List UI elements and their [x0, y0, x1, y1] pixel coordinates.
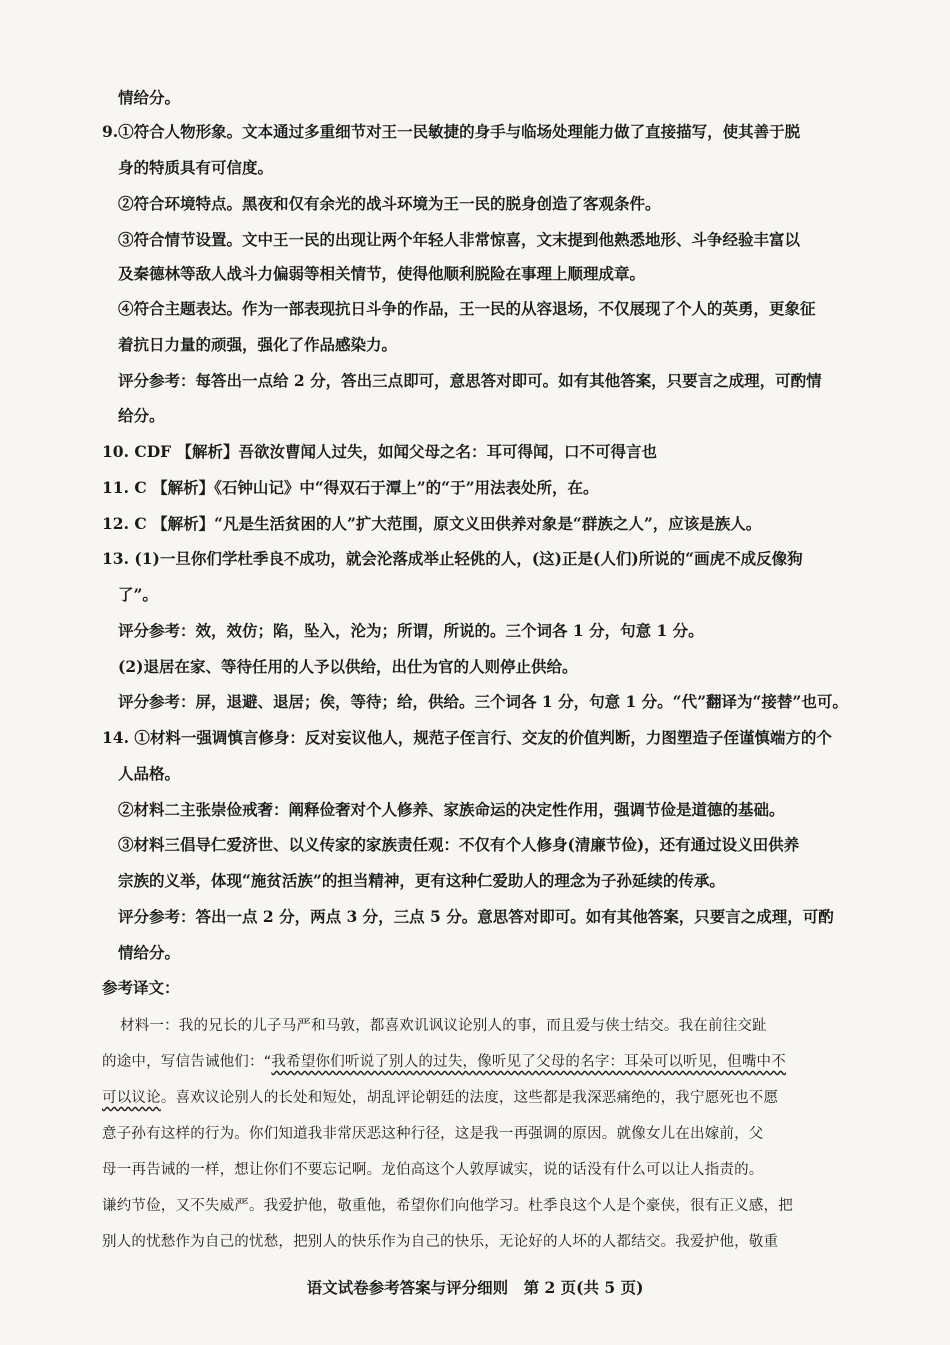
- text-line: ②符合环境特点。黑夜和仅有余光的战斗环境为王一民的脱身创造了客观条件。: [118, 194, 661, 213]
- answer-12-line: 12. C 【解析】“凡是生活贫困的人”扩大范围，原文义田供养对象是“群族之人”，应该是族人。: [102, 514, 762, 533]
- translation-line: 别人的忧愁作为自己的忧愁，把别人的快乐作为自己的快乐，无论好的人坏的人都结交。我爱护他，敬重: [102, 1234, 779, 1250]
- translation-line: 谦约节俭，又不失威严。我爱护他，敬重他，希望你们向他学习。杜季良这个人是个豪侠，很有正义感，把: [102, 1198, 793, 1214]
- text-line: ④符合主题表达。作为一部表现抗日斗争的作品，王一民的从容退场，不仅展现了个人的英勇，更象征: [118, 299, 816, 318]
- answer-13-line: 13. (1)一旦你们学杜季良不成功，就会沦落成举止轻佻的人，(这)正是(人们)所说的“画虎不成反像狗: [102, 549, 803, 568]
- answer-14-line: 14. ①材料一强调慎言修身：反对妄议他人，规范子侄言行、交友的价值判断，力图塑造子侄谨慎端方的个: [102, 728, 832, 747]
- page-footer: 语文试卷参考答案与评分细则 第 2 页(共 5 页): [306, 1278, 644, 1297]
- answer-10-line: 10. CDF 【解析】吾欲汝曹闻人过失，如闻父母之名：耳可得闻，口不可得言也: [102, 442, 658, 461]
- text-line: 人品格。: [118, 764, 181, 783]
- text-line: 身的特质具有可信度。: [118, 158, 274, 177]
- wavy-underlined-quote: 我希望你们听说了别人的过失，像听见了父母的名字：耳朵可以听见，但嘴中不: [271, 1054, 786, 1070]
- translation-line: 材料一：我的兄长的儿子马严和马敦，都喜欢讥讽议论别人的事，而且爱与侠士结交。我在前往交趾: [120, 1018, 767, 1034]
- scoring-note: 评分参考：每答出一点给 2 分，答出三点即可，意思答对即可。如有其他答案，只要言之成理，可酌情: [118, 371, 822, 390]
- text-line: ③材料三倡导仁爱济世、以义传家的家族责任观：不仅有个人修身(清廉节俭)，还有通过设义田供养: [118, 835, 800, 854]
- translation-line: 的途中，写信告诫他们：“我希望你们听说了别人的过失，像听见了父母的名字：耳朵可以听见，但嘴中不: [102, 1054, 786, 1070]
- text-line: ③符合情节设置。文中王一民的出现让两个年轻人非常惊喜，文末提到他熟悉地形、斗争经验丰富以: [118, 230, 801, 249]
- text-line: 情给分。: [118, 943, 181, 962]
- reference-translation-heading: 参考译文：: [102, 978, 180, 997]
- answer-11-line: 11. C 【解析】《石钟山记》中“得双石于潭上”的“于”用法表处所，在。: [102, 478, 599, 497]
- text-line: 情给分。: [118, 88, 181, 107]
- scoring-note: 评分参考：答出一点 2 分，两点 3 分，三点 5 分。意思答对即可。如有其他答案，只要言之成理，可酌: [118, 907, 834, 926]
- translation-line: 母一再告诫的一样，想让你们不要忘记啊。龙伯高这个人敦厚诚实，说的话没有什么可以让人指责的。: [102, 1162, 764, 1178]
- translation-line: 可以议论。喜欢议论别人的长处和短处，胡乱评论朝廷的法度，这些都是我深恶痛绝的，我宁愿死也不愿: [102, 1090, 779, 1106]
- text-line: 及秦德林等敌人战斗力偏弱等相关情节，使得他顺利脱险在事理上顺理成章。: [118, 264, 646, 283]
- translation-line: 意子孙有这样的行为。你们知道我非常厌恶这种行径，这是我一再强调的原因。就像女儿在出嫁前，父: [102, 1126, 764, 1142]
- scoring-note: 评分参考：屏，退避、退居；俟，等待；给，供给。三个词各 1 分，句意 1 分。“代”翻译为“接替”也可。: [118, 692, 848, 711]
- text-line: 宗族的义举，体现“施贫活族”的担当精神，更有这种仁爱助人的理念为子孙延续的传承。: [118, 871, 725, 890]
- text-line: (2)退居在家、等待任用的人予以供给，出仕为官的人则停止供给。: [118, 657, 578, 676]
- text-line: 着抗日力量的顽强，强化了作品感染力。: [118, 335, 398, 354]
- scoring-note: 评分参考：效，效仿；陷，坠入，沦为；所谓，所说的。三个词各 1 分，句意 1 分。: [118, 621, 704, 640]
- text-line: 了”。: [118, 585, 158, 604]
- text-line: ②材料二主张崇俭戒奢：阐释俭奢对个人修养、家族命运的决定性作用，强调节俭是道德的基础。: [118, 800, 785, 819]
- wavy-underlined-quote: 可以议论: [102, 1090, 161, 1106]
- text-line: 给分。: [118, 406, 165, 425]
- answer-9-line: 9.①符合人物形象。文本通过多重细节对王一民敏捷的身手与临场处理能力做了直接描写，使其善于脱: [102, 122, 801, 141]
